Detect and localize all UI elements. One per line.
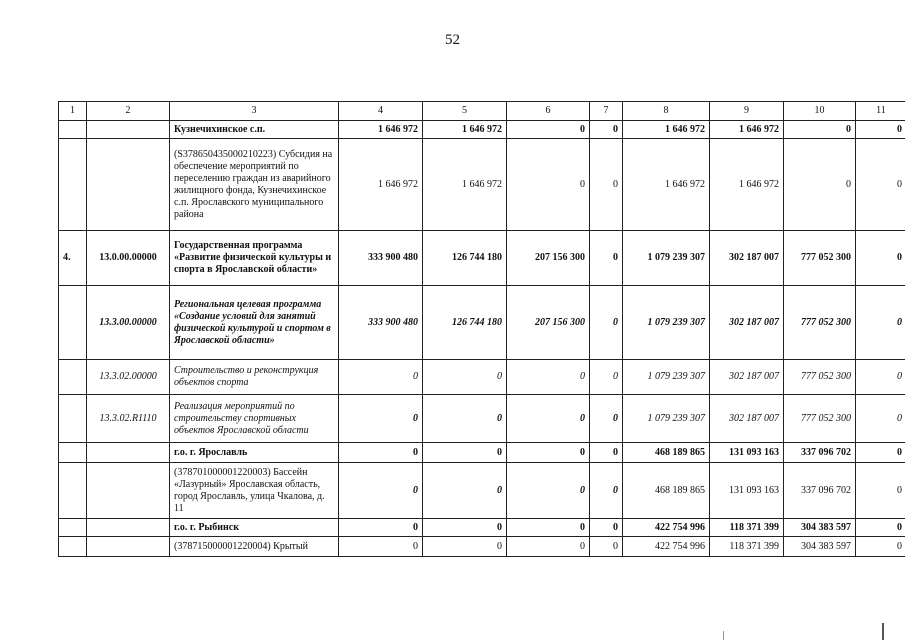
table-row [59,360,905,395]
code-cell [87,537,170,557]
amount-cell: 131 093 163 [710,443,784,463]
amount-cell: 0 [507,463,590,519]
amount-cell: 0 [423,519,507,537]
amount-cell: 422 754 996 [623,519,710,537]
amount-cell: 207 156 300 [507,286,590,360]
amount-cell: 0 [856,139,905,231]
amount-cell: 0 [856,360,905,395]
amount-cell: 0 [507,121,590,139]
amount-cell: 0 [507,395,590,443]
amount-cell: 0 [423,537,507,557]
amount-cell: 0 [423,463,507,519]
amount-cell: 333 900 480 [339,231,423,286]
row-number-cell [59,519,87,537]
amount-cell: 302 187 007 [710,231,784,286]
row-number-cell [59,395,87,443]
amount-cell: 131 093 163 [710,463,784,519]
amount-cell: 126 744 180 [423,286,507,360]
column-number: 1 [59,102,87,121]
code-cell [87,519,170,537]
amount-cell: 126 744 180 [423,231,507,286]
amount-cell: 422 754 996 [623,537,710,557]
amount-cell: 468 189 865 [623,443,710,463]
table-row [59,286,905,360]
table-row [59,537,905,557]
column-number: 2 [87,102,170,121]
amount-cell: 1 079 239 307 [623,231,710,286]
amount-cell: 0 [590,286,623,360]
code-cell: 13.3.02.00000 [87,360,170,395]
scan-mark [882,623,884,640]
amount-cell: 0 [339,360,423,395]
column-number: 10 [784,102,856,121]
table-row [59,463,905,519]
row-number-cell [59,139,87,231]
row-number-cell [59,286,87,360]
code-cell [87,121,170,139]
amount-cell: 468 189 865 [623,463,710,519]
amount-cell: 0 [856,231,905,286]
amount-cell: 0 [856,519,905,537]
amount-cell: 1 646 972 [623,139,710,231]
amount-cell: 337 096 702 [784,463,856,519]
amount-cell: 333 900 480 [339,286,423,360]
code-cell [87,463,170,519]
row-number-cell [59,360,87,395]
amount-cell: 0 [590,121,623,139]
table-row [59,231,905,286]
row-number-cell: 4. [59,231,87,286]
amount-cell: 302 187 007 [710,395,784,443]
name-cell: (378701000001220003) Бассейн «Лазурный» Ярославская область, город Ярославль, улица Чкалова, д. 11 [170,463,339,519]
amount-cell: 0 [339,395,423,443]
table-row [59,121,905,139]
amount-cell: 118 371 399 [710,519,784,537]
amount-cell: 1 079 239 307 [623,286,710,360]
name-cell: Региональная целевая программа «Создание условий для занятий физической культурой и спортом в Ярославской области» [170,286,339,360]
budget-table [58,101,905,557]
row-number-cell [59,463,87,519]
amount-cell: 0 [590,463,623,519]
amount-cell: 302 187 007 [710,286,784,360]
column-number: 3 [170,102,339,121]
amount-cell: 0 [339,519,423,537]
amount-cell: 0 [423,443,507,463]
amount-cell: 0 [590,519,623,537]
code-cell: 13.3.02.R1110 [87,395,170,443]
amount-cell: 0 [339,463,423,519]
row-number-cell [59,121,87,139]
amount-cell: 0 [507,360,590,395]
name-cell: Кузнечихинское с.п. [170,121,339,139]
amount-cell: 0 [507,139,590,231]
table-row [59,395,905,443]
name-cell: Реализация мероприятий по строительству спортивных объектов Ярославской области [170,395,339,443]
amount-cell: 302 187 007 [710,360,784,395]
amount-cell: 0 [590,360,623,395]
column-number: 11 [856,102,905,121]
name-cell: Строительство и реконструкция объектов спорта [170,360,339,395]
amount-cell: 0 [856,537,905,557]
page-number: 52 [445,32,460,48]
column-number: 7 [590,102,623,121]
amount-cell: 0 [423,360,507,395]
column-number: 4 [339,102,423,121]
amount-cell: 0 [339,537,423,557]
amount-cell: 0 [590,395,623,443]
table-row [59,139,905,231]
amount-cell: 0 [590,537,623,557]
amount-cell: 777 052 300 [784,395,856,443]
row-number-cell [59,537,87,557]
amount-cell: 0 [590,443,623,463]
name-cell: г.о. г. Ярославль [170,443,339,463]
table-row [59,519,905,537]
code-cell: 13.3.00.00000 [87,286,170,360]
amount-cell: 0 [856,286,905,360]
amount-cell: 118 371 399 [710,537,784,557]
column-number: 5 [423,102,507,121]
amount-cell: 1 646 972 [423,139,507,231]
amount-cell: 1 646 972 [710,121,784,139]
amount-cell: 337 096 702 [784,443,856,463]
table-row [59,443,905,463]
amount-cell: 0 [423,395,507,443]
amount-cell: 1 079 239 307 [623,395,710,443]
column-number: 6 [507,102,590,121]
scan-mark [723,631,724,640]
amount-cell: 0 [784,121,856,139]
amount-cell: 304 383 597 [784,519,856,537]
amount-cell: 0 [507,537,590,557]
amount-cell: 0 [856,443,905,463]
amount-cell: 1 646 972 [623,121,710,139]
amount-cell: 304 383 597 [784,537,856,557]
code-cell [87,139,170,231]
amount-cell: 777 052 300 [784,360,856,395]
name-cell: Государственная программа «Развитие физической культуры и спорта в Ярославской области» [170,231,339,286]
amount-cell: 1 646 972 [339,121,423,139]
amount-cell: 0 [590,139,623,231]
amount-cell: 0 [856,395,905,443]
amount-cell: 1 646 972 [339,139,423,231]
column-number-row [59,102,905,121]
amount-cell: 0 [856,463,905,519]
amount-cell: 777 052 300 [784,231,856,286]
amount-cell: 207 156 300 [507,231,590,286]
amount-cell: 1 646 972 [710,139,784,231]
name-cell: (378715000001220004) Крытый [170,537,339,557]
code-cell [87,443,170,463]
amount-cell: 0 [507,519,590,537]
amount-cell: 1 646 972 [423,121,507,139]
column-number: 9 [710,102,784,121]
amount-cell: 0 [339,443,423,463]
amount-cell: 0 [507,443,590,463]
amount-cell: 1 079 239 307 [623,360,710,395]
column-number: 8 [623,102,710,121]
name-cell: г.о. г. Рыбинск [170,519,339,537]
table-body [59,102,905,557]
name-cell: (S378650435000210223) Субсидия на обеспечение мероприятий по переселению граждан из аварийного жилищного фонда, Кузнечихинское с.п. Ярославского муниципального района [170,139,339,231]
amount-cell: 0 [590,231,623,286]
row-number-cell [59,443,87,463]
amount-cell: 0 [856,121,905,139]
code-cell: 13.0.00.00000 [87,231,170,286]
amount-cell: 777 052 300 [784,286,856,360]
amount-cell: 0 [784,139,856,231]
